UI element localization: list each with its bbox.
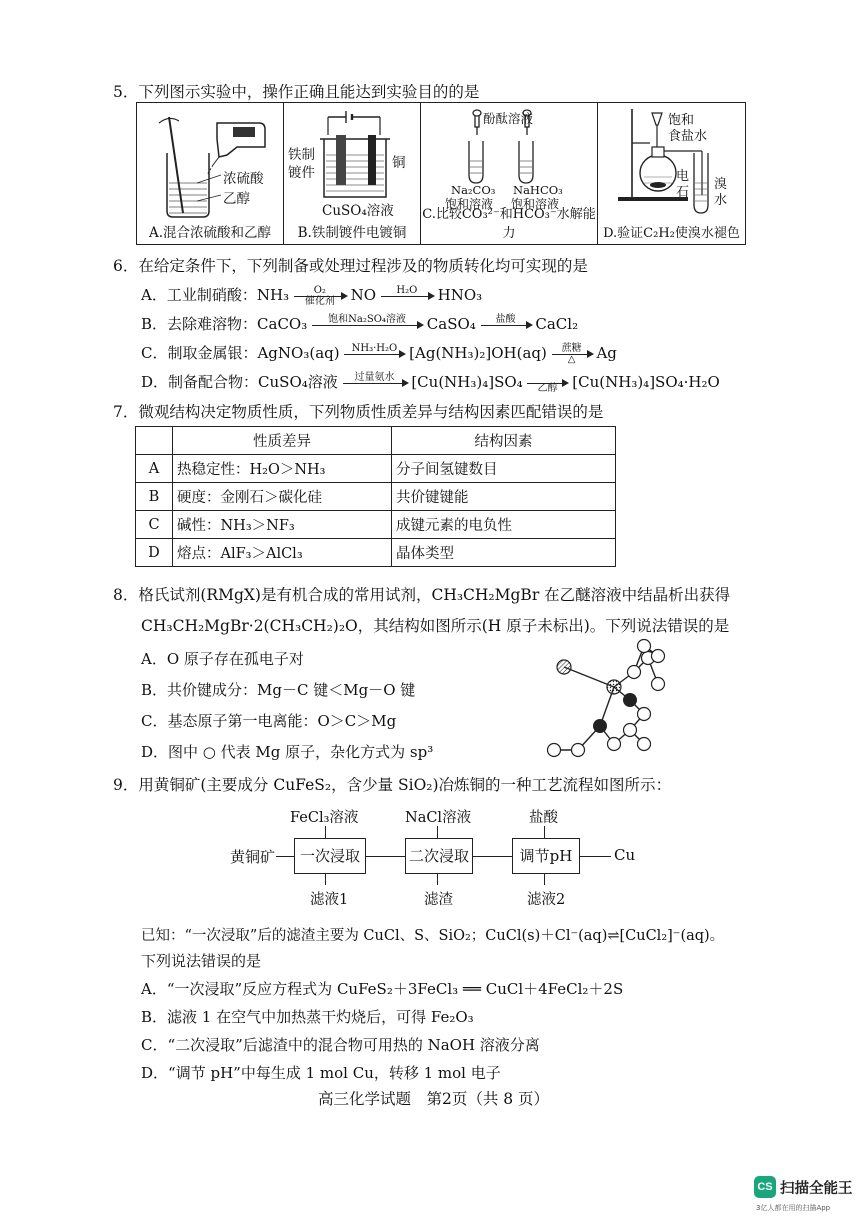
- q6-a-prefix: A．工业制硝酸：NH₃: [141, 286, 290, 304]
- label-ethanol: 乙醇: [223, 191, 250, 207]
- table-header-row: [136, 427, 616, 455]
- arrow-top-label: O₂: [313, 284, 326, 296]
- row-property: 熔点：AlF₃＞AlCl₃: [173, 539, 392, 567]
- q9-stem: 9．用黄铜矿(主要成分 CuFeS₂，含少量 SiO₂)冶炼铜的一种工艺流程如图所示：: [113, 776, 672, 794]
- reaction-arrow: [294, 286, 346, 307]
- label-copper: 铜: [392, 155, 406, 171]
- header-property: 性质差异: [173, 427, 392, 455]
- row-factor: 晶体类型: [392, 539, 616, 567]
- row-option: D: [136, 539, 173, 567]
- q5-option-c-cell: [421, 103, 598, 245]
- q6-c-mid: [Ag(NH₃)₂]OH(aq): [409, 344, 547, 362]
- flow-box-adjust-ph: 调节pH: [512, 838, 580, 874]
- label-saturated-2: 饱和溶液: [511, 197, 560, 211]
- arrow-top-label: NH₃·H₂O: [351, 342, 398, 354]
- q6-stem: 6．在给定条件下，下列制备或处理过程涉及的物质转化均可实现的是: [113, 257, 588, 275]
- arrow-top-label: 蔗糖: [561, 342, 582, 354]
- q5-option-a-cell: [137, 103, 284, 245]
- q6-option-c: [141, 342, 617, 365]
- row-option: C: [136, 511, 173, 539]
- label-saturated-1: 饱和溶液: [445, 197, 494, 211]
- label-conc-sulfuric: 浓硫酸: [223, 171, 264, 187]
- reaction-arrow: [481, 315, 531, 336]
- caption-d: D.验证C₂H₂使溴水褪色: [603, 226, 740, 241]
- q5-stem: 5．下列图示实验中，操作正确且能达到实验目的的是: [113, 83, 480, 101]
- q9-ask: 下列说法错误的是: [141, 952, 262, 970]
- label-cuso4: CuSO₄溶液: [322, 203, 394, 219]
- q9-known: 已知：“一次浸取”后的滤渣主要为 CuCl、S、SiO₂；CuCl(s)＋Cl⁻(aq)⇌[CuCl₂]⁻(aq)。: [141, 928, 725, 944]
- label-bromine: 溴: [714, 177, 728, 192]
- label-iron: 铁制: [288, 147, 315, 163]
- reaction-arrow: [343, 373, 407, 394]
- row-factor: 成键元素的电负性: [392, 511, 616, 539]
- row-property: 热稳定性：H₂O＞NH₃: [173, 455, 392, 483]
- flow-input-fecl3: FeCl₃溶液: [290, 810, 359, 826]
- caption-c: C.比较CO₃²⁻和HCO₃⁻水解能力: [422, 207, 596, 241]
- q9-option-c: C．“二次浸取”后滤渣中的混合物可用热的 NaOH 溶液分离: [141, 1036, 540, 1054]
- watermark-slogan: 3亿人都在用的扫描App: [756, 1204, 831, 1212]
- label-saturated: 饱和: [668, 113, 695, 128]
- q6-option-d: [141, 371, 720, 394]
- reaction-arrow: [312, 315, 422, 336]
- q8-option-d: D．图中 ○ 代表 Mg 原子，杂化方式为 sp³: [141, 743, 434, 761]
- label-shi: 石: [676, 185, 690, 200]
- row-factor: 分子间氢键数目: [392, 455, 616, 483]
- q6-d-prefix: D．制备配合物：CuSO₄溶液: [141, 373, 338, 391]
- flow-input-hcl: 盐酸: [529, 810, 558, 826]
- caption-a: A.混合浓硫酸和乙醇: [148, 225, 272, 241]
- table-row: [136, 511, 616, 539]
- q6-option-b: [141, 313, 578, 336]
- header-factor: 结构因素: [392, 427, 616, 455]
- flow-output-filtrate2: 滤液2: [527, 892, 566, 908]
- q8-option-c: C．基态原子第一电离能：O＞C＞Mg: [141, 712, 397, 730]
- table-row: [136, 483, 616, 511]
- arrow-bottom-label: 催化剂: [304, 295, 335, 307]
- arrow-bottom-label: 乙醇: [537, 382, 558, 394]
- q5-option-d-cell: [598, 103, 746, 245]
- arrow-top-label: 饱和Na₂SO₄溶液: [328, 313, 406, 325]
- q6-b-prefix: B．去除难溶物：CaCO₃: [141, 315, 308, 333]
- watermark-name: 扫描全能王: [780, 1181, 853, 1197]
- flow-start-chalcopyrite: 黄铜矿: [230, 848, 276, 866]
- q5-option-b-cell: [284, 103, 421, 245]
- label-plated-part: 镀件: [288, 165, 315, 181]
- table-row: [136, 539, 616, 567]
- row-option: B: [136, 483, 173, 511]
- flow-box-first-leach: 一次浸取: [294, 838, 366, 874]
- flow-input-nacl: NaCl溶液: [405, 810, 472, 826]
- reaction-arrow: [552, 344, 592, 365]
- label-dian: 电: [676, 169, 690, 184]
- reaction-arrow: [344, 344, 404, 365]
- q9-option-b: B．滤液 1 在空气中加热蒸干灼烧后，可得 Fe₂O₃: [141, 1008, 474, 1026]
- q9-option-d: D．“调节 pH”中每生成 1 mol Cu，转移 1 mol 电子: [141, 1064, 501, 1082]
- reaction-arrow: [381, 286, 433, 307]
- q6-d-mid: [Cu(NH₃)₄]SO₄: [411, 373, 523, 391]
- q6-b-end: CaCl₂: [535, 315, 579, 333]
- o-atom-icon: [623, 693, 637, 707]
- table-row: [136, 455, 616, 483]
- label-brine: 食盐水: [668, 129, 708, 144]
- flow-output-filtrate1: 滤液1: [310, 892, 349, 908]
- mg-atom-icon: [607, 680, 621, 694]
- row-option: A: [136, 455, 173, 483]
- q6-c-prefix: C．制取金属银：AgNO₃(aq): [141, 344, 340, 362]
- q6-a-end: HNO₃: [437, 286, 483, 304]
- q8-option-b: B．共价键成分：Mg－C 键＜Mg－O 键: [141, 681, 416, 699]
- arrow-top-label: H₂O: [396, 284, 418, 296]
- grignard-structure-figure: [540, 632, 690, 762]
- flow-output-residue: 滤渣: [424, 892, 453, 908]
- flow-box-second-leach: 二次浸取: [405, 838, 473, 874]
- camscanner-watermark: [754, 1176, 859, 1216]
- cs-logo-icon: CS: [754, 1176, 776, 1198]
- caption-b: B.铁制镀件电镀铜: [297, 225, 407, 241]
- row-factor: 共价键键能: [392, 483, 616, 511]
- flow-end-cu: Cu: [614, 846, 636, 864]
- page-footer: 高三化学试题 第2页（共 8 页）: [317, 1090, 550, 1108]
- q6-c-end: Ag: [596, 344, 617, 362]
- q6-d-end: [Cu(NH₃)₄]SO₄·H₂O: [572, 373, 720, 391]
- q6-b-mid: CaSO₄: [426, 315, 476, 333]
- beaker-stirring-figure: [137, 103, 283, 223]
- br-atom-icon: [557, 660, 571, 674]
- q5-figure-table: [136, 102, 746, 245]
- label-nahco3: NaHCO₃: [513, 183, 563, 197]
- arrow-bottom-label: △: [567, 353, 576, 365]
- q9-option-a: A．“一次浸取”反应方程式为 CuFeS₂＋3FeCl₃ ══ CuCl＋4FeCl₂＋2S: [141, 980, 624, 998]
- label-na2co3: Na₂CO₃: [451, 183, 496, 197]
- q7-table: [135, 426, 616, 567]
- q7-stem: 7．微观结构决定物质性质，下列物质性质差异与结构因素匹配错误的是: [113, 403, 604, 421]
- q8-stem-line1: 8．格氏试剂(RMgX)是有机合成的常用试剂，CH₃CH₂MgBr 在乙醚溶液中结晶析出获得: [113, 586, 731, 604]
- q8-option-a: A．O 原子存在孤电子对: [141, 650, 304, 668]
- arrow-top-label: 过量氨水: [354, 371, 395, 383]
- row-property: 硬度：金刚石＞碳化硅: [173, 483, 392, 511]
- q6-a-mid: NO: [350, 286, 377, 304]
- row-property: 碱性：NH₃＞NF₃: [173, 511, 392, 539]
- o-atom-icon: [593, 719, 607, 733]
- q6-option-a: [141, 284, 482, 307]
- label-water: 水: [714, 193, 728, 208]
- arrow-top-label: 盐酸: [495, 313, 516, 325]
- q8-stem-line2: CH₃CH₂MgBr·2(CH₃CH₂)₂O，其结构如图所示(H 原子未标出)。下列说法错误的是: [141, 617, 730, 635]
- label-phenolphthalein: 酚酞溶液: [483, 111, 534, 126]
- reaction-arrow: [527, 373, 567, 394]
